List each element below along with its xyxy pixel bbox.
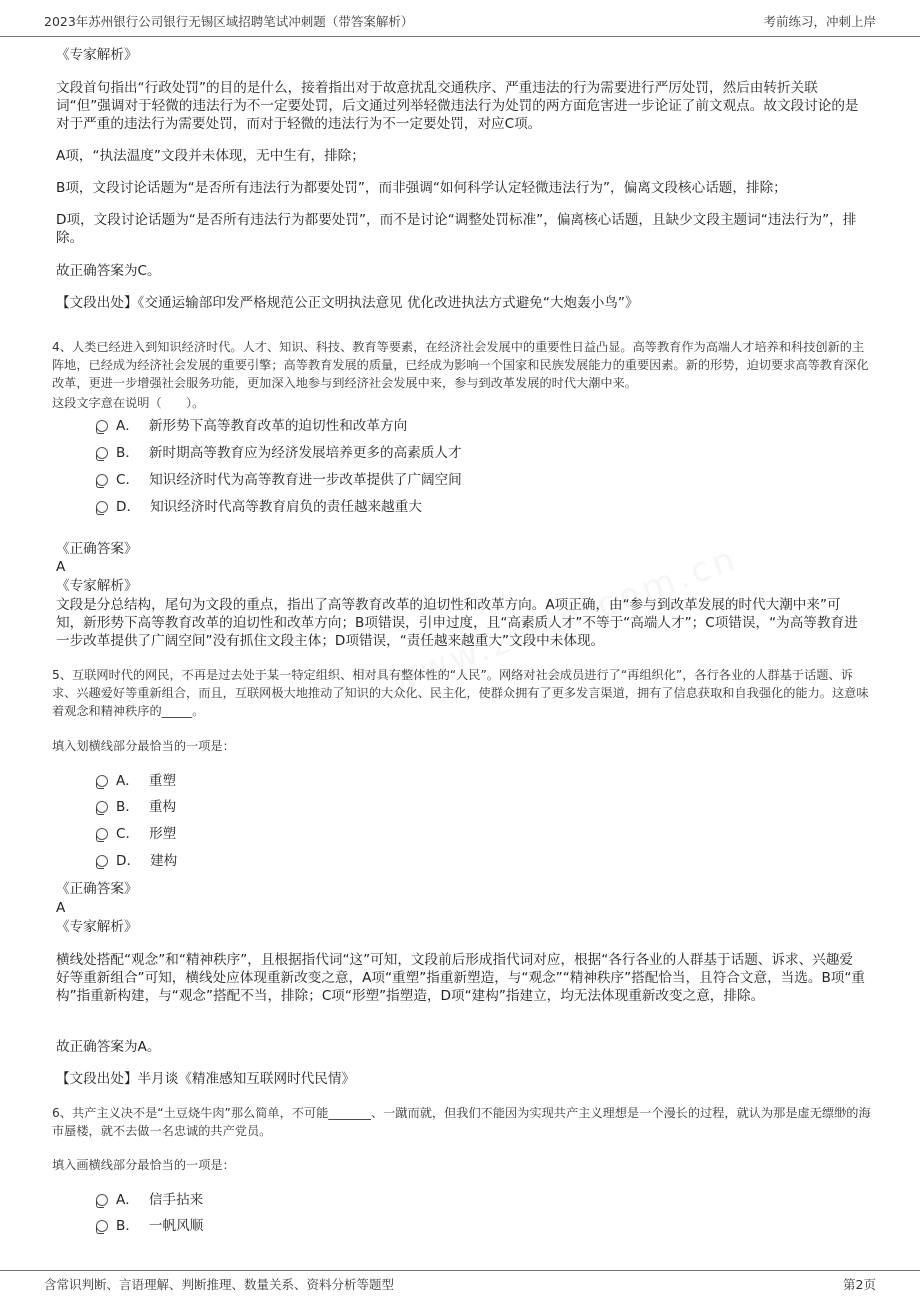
q5-option-d[interactable]: D． 建构 — [96, 852, 177, 870]
radio-icon[interactable] — [96, 1220, 108, 1232]
radio-icon[interactable] — [96, 420, 108, 432]
q4-answer: A — [56, 559, 66, 575]
q4-prompt: 这段文字意在说明（ ）。 — [52, 396, 205, 410]
q5-source: 【文段出处】半月谈《精准感知互联网时代民情》 — [56, 1071, 356, 1087]
q5-prompt: 填入划横线部分最恰当的一项是： — [52, 739, 235, 753]
q4-option-b[interactable]: B． 新时期高等教育应为经济发展培养更多的高素质人才 — [96, 444, 462, 462]
q6-stem: 6、共产主义决不是“土豆烧牛肉”那么简单，不可能_______、一蹴而就，但我们不能因为实现共产主义理想是一个漫长的过程，就认为那是虚无缥缈的海市蜃楼，就不去做一名忠诚的共产党员。 — [52, 1106, 871, 1138]
radio-icon[interactable] — [96, 501, 108, 513]
q5-option-b[interactable]: B． 重构 — [96, 798, 176, 816]
radio-icon[interactable] — [96, 775, 108, 787]
q4-option-d[interactable]: D． 知识经济时代高等教育肩负的责任越来越重大 — [96, 498, 422, 516]
q5-option-c[interactable]: C． 形塑 — [96, 825, 176, 843]
radio-icon[interactable] — [96, 1194, 108, 1206]
document-title: 2023年苏州银行公司银行无锡区域招聘笔试冲刺题（带答案解析） — [44, 14, 414, 29]
header-slogan: 考前练习，冲刺上岸 — [763, 14, 876, 29]
radio-icon[interactable] — [96, 855, 108, 867]
q3-option-d-analysis: D项，文段讨论话题为“是否所有违法行为都要处罚”，而不是讨论“调整处罚标准”，偏离核心话题，且缺少文段主题词“违法行为”，排除。 — [56, 212, 857, 246]
q4-option-c[interactable]: C． 知识经济时代为高等教育进一步改革提供了广阔空间 — [96, 471, 462, 489]
footer-categories: 含常识判断、言语理解、判断推理、数量关系、资料分析等题型 — [44, 1277, 395, 1292]
q4-stem: 4、人类已经进入到知识经济时代。人才、知识、科技、教育等要素，在经济社会发展中的重要性日益凸显。高等教育作为高端人才培养和科技创新的主阵地，已经成为经济社会发展的重要引擎；高等教育发展的质量，已经成为影响一个国家和民族发展能力的重要因素。新的形势，迫切要求高等教育深化改革，更进一步增强社会服务功能，更加深入地参与到经济社会发展中来，参与到改革发展的时代大潮中来。 — [52, 340, 869, 390]
q6-prompt: 填入画横线部分最恰当的一项是： — [52, 1158, 235, 1172]
q5-option-a[interactable]: A． 重塑 — [96, 772, 176, 790]
q5-answer: A — [56, 900, 66, 916]
page-number: 第2页 — [843, 1277, 876, 1292]
q3-source: 【文段出处】《交通运输部印发严格规范公正文明执法意见 优化改进执法方式避免“大炮轰小鸟”》 — [56, 295, 639, 311]
q5-expert-title: 《专家解析》 — [56, 919, 138, 935]
q3-analysis: 文段首句指出“行政处罚”的目的是什么，接着指出对于故意扰乱交通秩序、严重违法的行为需要进行严厉处罚，然后由转折关联词“但”强调对于轻微的违法行为不一定要处罚，后文通过列举轻微违法行为处罚的两方面危害进一步论证了前文观点。故文段讨论的是对于严重的违法行为需要处罚，而对于轻微的违法行为不一定要处罚，对应C项。 — [56, 80, 859, 132]
q5-answer-title: 《正确答案》 — [56, 881, 138, 897]
q5-stem: 5、互联网时代的网民，不再是过去处于某一特定组织、相对具有整体性的“人民”。网络对社会成员进行了“再组织化”，各行各业的人群基于话题、诉求、兴趣爱好等重新组合，而且，互联网极大地推动了知识的大众化、民主化，使群众拥有了更多发言渠道，拥有了信息获取和自我强化的能力。这意味着观念和精神秩序的_____。 — [52, 668, 869, 718]
radio-icon[interactable] — [96, 828, 108, 840]
radio-icon[interactable] — [96, 474, 108, 486]
q3-option-a-analysis: A项，“执法温度”文段并未体现，无中生有，排除； — [56, 148, 365, 164]
q4-analysis: 文段是分总结构，尾句为文段的重点，指出了高等教育改革的迫切性和改革方向。A项正确，由“参与到改革发展的时代大潮中来”可知，新形势下高等教育改革的迫切性和改革方向；B项错误，引申过度，且“高素质人才”不等于“高端人才”；C项错误，“为高等教育进一步改革提供了广阔空间”没有抓住文段主体；D项错误，“责任越来越重大”文段中未体现。 — [56, 597, 858, 649]
q6-option-a[interactable]: A． 信手拈来 — [96, 1191, 203, 1209]
q5-analysis: 横线处搭配“观念”和“精神秩序”，且根据指代词“这”可知，文段前后形成指代词对应，根据“各行各业的人群基于话题、诉求、兴趣爱好等重新组合”可知，横线处应体现重新改变之意，A项“重塑”指重新塑造，与“观念”“精神秩序”搭配恰当，且符合文意，当选。B项“重构”指重新构建，与“观念”搭配不当，排除；C项“形塑”指塑造，D项“建构”指建立，均无法体现重新改变之意，排除。 — [56, 952, 866, 1004]
radio-icon[interactable] — [96, 801, 108, 813]
q3-option-b-analysis: B项，文段讨论话题为“是否所有违法行为都要处罚”，而非强调“如何科学认定轻微违法行为”，偏离文段核心话题，排除； — [56, 180, 787, 196]
radio-icon[interactable] — [96, 447, 108, 459]
page-header — [0, 0, 920, 37]
q6-option-b[interactable]: B． 一帆风顺 — [96, 1217, 203, 1235]
q3-answer: 故正确答案为C。 — [56, 263, 161, 279]
q4-answer-title: 《正确答案》 — [56, 541, 138, 557]
q3-expert-title: 《专家解析》 — [56, 47, 138, 63]
q5-answer-line: 故正确答案为A。 — [56, 1039, 161, 1055]
q4-option-a[interactable]: A． 新形势下高等教育改革的迫切性和改革方向 — [96, 417, 407, 435]
q4-expert-title: 《专家解析》 — [56, 578, 138, 594]
page-footer — [0, 1270, 920, 1303]
